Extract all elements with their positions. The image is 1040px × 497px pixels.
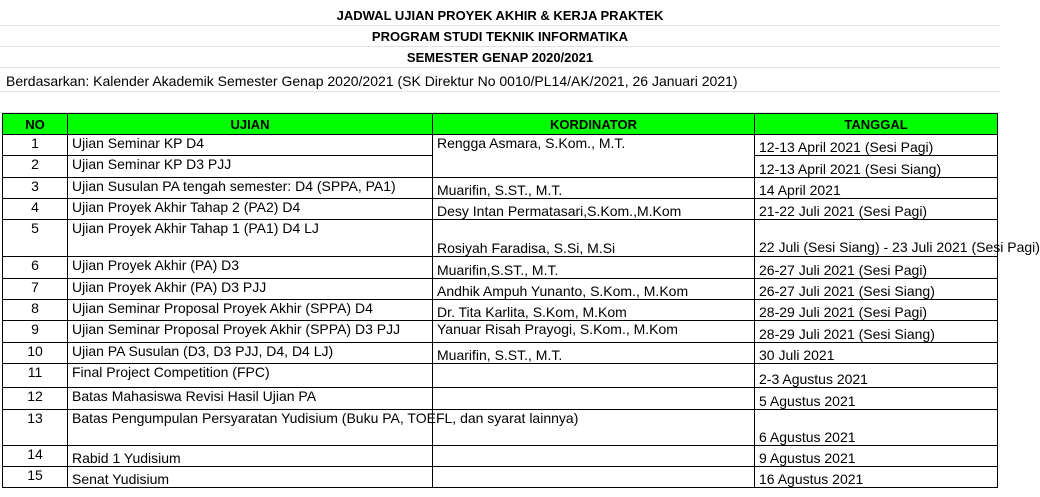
column-header-ujian[interactable]: UJIAN	[68, 114, 433, 135]
cell-kordinator[interactable]: Desy Intan Permatasari,S.Kom.,M.Kom	[433, 199, 755, 220]
cell-ujian[interactable]: Ujian Proyek Akhir Tahap 2 (PA2) D4	[68, 199, 433, 220]
cell-ujian[interactable]: Batas Mahasiswa Revisi Hasil Ujian PA	[68, 388, 433, 410]
table-row	[3, 446, 998, 467]
cell-tanggal[interactable]: 28-29 Juli 2021 (Sesi Siang)	[755, 321, 998, 343]
table-row	[3, 364, 998, 388]
gridline	[0, 91, 1000, 92]
table-row	[3, 467, 998, 488]
cell-ujian[interactable]: Ujian Seminar KP D4	[68, 135, 433, 156]
title-line-3[interactable]: SEMESTER GENAP 2020/2021	[406, 50, 594, 65]
cell-no[interactable]: 15	[3, 467, 68, 488]
title-line-2[interactable]: PROGRAM STUDI TEKNIK INFORMATIKA	[371, 29, 629, 44]
cell-no[interactable]: 12	[3, 388, 68, 410]
cell-tanggal[interactable]: 9 Agustus 2021	[755, 446, 998, 467]
cell-no[interactable]: 6	[3, 257, 68, 279]
cell-kordinator[interactable]: Rosiyah Faradisa, S.Si, M.Si	[433, 220, 755, 257]
cell-kordinator[interactable]	[433, 446, 755, 467]
cell-ujian[interactable]: Ujian Seminar KP D3 PJJ	[68, 156, 433, 178]
basis-text[interactable]: Berdasarkan: Kalender Akademik Semester Genap 2020/2021 (SK Direktur No 0010/PL14/AK/2021, 26 Januari 2021)	[6, 73, 738, 89]
cell-no[interactable]: 2	[3, 156, 68, 178]
cell-tanggal[interactable]: 14 April 2021	[755, 178, 998, 199]
table-row	[3, 199, 998, 220]
cell-ujian[interactable]: Ujian Proyek Akhir (PA) D3 PJJ	[68, 279, 433, 300]
table-row	[3, 279, 998, 300]
table-row	[3, 343, 998, 364]
cell-no[interactable]: 4	[3, 199, 68, 220]
cell-kordinator[interactable]: Yanuar Risah Prayogi, S.Kom., M.Kom	[433, 321, 755, 343]
table-row	[3, 410, 998, 446]
cell-tanggal[interactable]: 26-27 Juli 2021 (Sesi Pagi)	[755, 257, 998, 279]
cell-kordinator[interactable]: Muarifin,S.ST., M.T.	[433, 257, 755, 279]
cell-ujian[interactable]: Rabid 1 Yudisium	[68, 446, 433, 467]
cell-ujian[interactable]: Ujian Proyek Akhir Tahap 1 (PA1) D4 LJ	[68, 220, 433, 257]
cell-kordinator[interactable]: Dr. Tita Karlita, S.Kom, M.Kom	[433, 300, 755, 321]
table-row	[3, 220, 998, 257]
cell-kordinator[interactable]	[433, 467, 755, 488]
cell-kordinator[interactable]: Rengga Asmara, S.Kom., M.T.	[433, 135, 755, 178]
table-header-row	[3, 114, 998, 135]
cell-tanggal[interactable]: 26-27 Juli 2021 (Sesi Siang)	[755, 279, 998, 300]
cell-ujian[interactable]: Ujian Seminar Proposal Proyek Akhir (SPPA) D3 PJJ	[68, 321, 433, 343]
cell-no[interactable]: 7	[3, 279, 68, 300]
table-row	[3, 388, 998, 410]
cell-tanggal[interactable]: 16 Agustus 2021	[755, 467, 998, 488]
cell-ujian[interactable]: Ujian Seminar Proposal Proyek Akhir (SPPA) D4	[68, 300, 433, 321]
cell-no[interactable]: 8	[3, 300, 68, 321]
cell-no[interactable]: 5	[3, 220, 68, 257]
cell-ujian[interactable]: Ujian PA Susulan (D3, D3 PJJ, D4, D4 LJ)	[68, 343, 433, 364]
table-row	[3, 300, 998, 321]
cell-tanggal[interactable]: 5 Agustus 2021	[755, 388, 998, 410]
cell-no[interactable]: 3	[3, 178, 68, 199]
cell-tanggal[interactable]: 2-3 Agustus 2021	[755, 364, 998, 388]
cell-ujian[interactable]: Ujian Susulan PA tengah semester: D4 (SPPA, PA1)	[68, 178, 433, 199]
schedule-table	[2, 113, 1040, 488]
column-header-no[interactable]: NO	[3, 114, 68, 135]
cell-kordinator[interactable]: Muarifin, S.ST., M.T.	[433, 343, 755, 364]
table-row	[3, 135, 998, 156]
cell-tanggal[interactable]: 30 Juli 2021	[755, 343, 998, 364]
title-line-1[interactable]: JADWAL UJIAN PROYEK AKHIR & KERJA PRAKTEK	[336, 8, 664, 23]
table-row	[3, 178, 998, 199]
cell-kordinator[interactable]: Muarifin, S.ST., M.T.	[433, 178, 755, 199]
cell-tanggal[interactable]: 21-22 Juli 2021 (Sesi Pagi)	[755, 199, 998, 220]
cell-ujian[interactable]: Ujian Proyek Akhir (PA) D3	[68, 257, 433, 279]
cell-no[interactable]: 14	[3, 446, 68, 467]
cell-no[interactable]: 13	[3, 410, 68, 446]
cell-tanggal[interactable]: 12-13 April 2021 (Sesi Pagi)	[755, 135, 998, 156]
cell-tanggal[interactable]: 12-13 April 2021 (Sesi Siang)	[755, 156, 998, 178]
cell-kordinator[interactable]	[433, 388, 755, 410]
cell-no[interactable]: 11	[3, 364, 68, 388]
cell-ujian[interactable]: Senat Yudisium	[68, 467, 433, 488]
cell-tanggal[interactable]: 28-29 Juli 2021 (Sesi Pagi)	[755, 300, 998, 321]
cell-tanggal[interactable]: 22 Juli (Sesi Siang) - 23 Juli 2021 (Sesi Pagi)	[755, 220, 998, 257]
table-row	[3, 257, 998, 279]
cell-ujian[interactable]: Final Project Competition (FPC)	[68, 364, 433, 388]
cell-no[interactable]: 10	[3, 343, 68, 364]
cell-ujian[interactable]: Batas Pengumpulan Persyaratan Yudisium (Buku PA, TOEFL, dan syarat lainnya)	[68, 410, 433, 446]
cell-kordinator[interactable]: Andhik Ampuh Yunanto, S.Kom., M.Kom	[433, 279, 755, 300]
column-header-kordinator[interactable]: KORDINATOR	[433, 114, 755, 135]
cell-tanggal[interactable]: 6 Agustus 2021	[755, 410, 998, 446]
column-header-tanggal[interactable]: TANGGAL	[755, 114, 998, 135]
cell-no[interactable]: 1	[3, 135, 68, 156]
table-row	[3, 321, 998, 343]
cell-no[interactable]: 9	[3, 321, 68, 343]
cell-kordinator[interactable]	[433, 364, 755, 388]
